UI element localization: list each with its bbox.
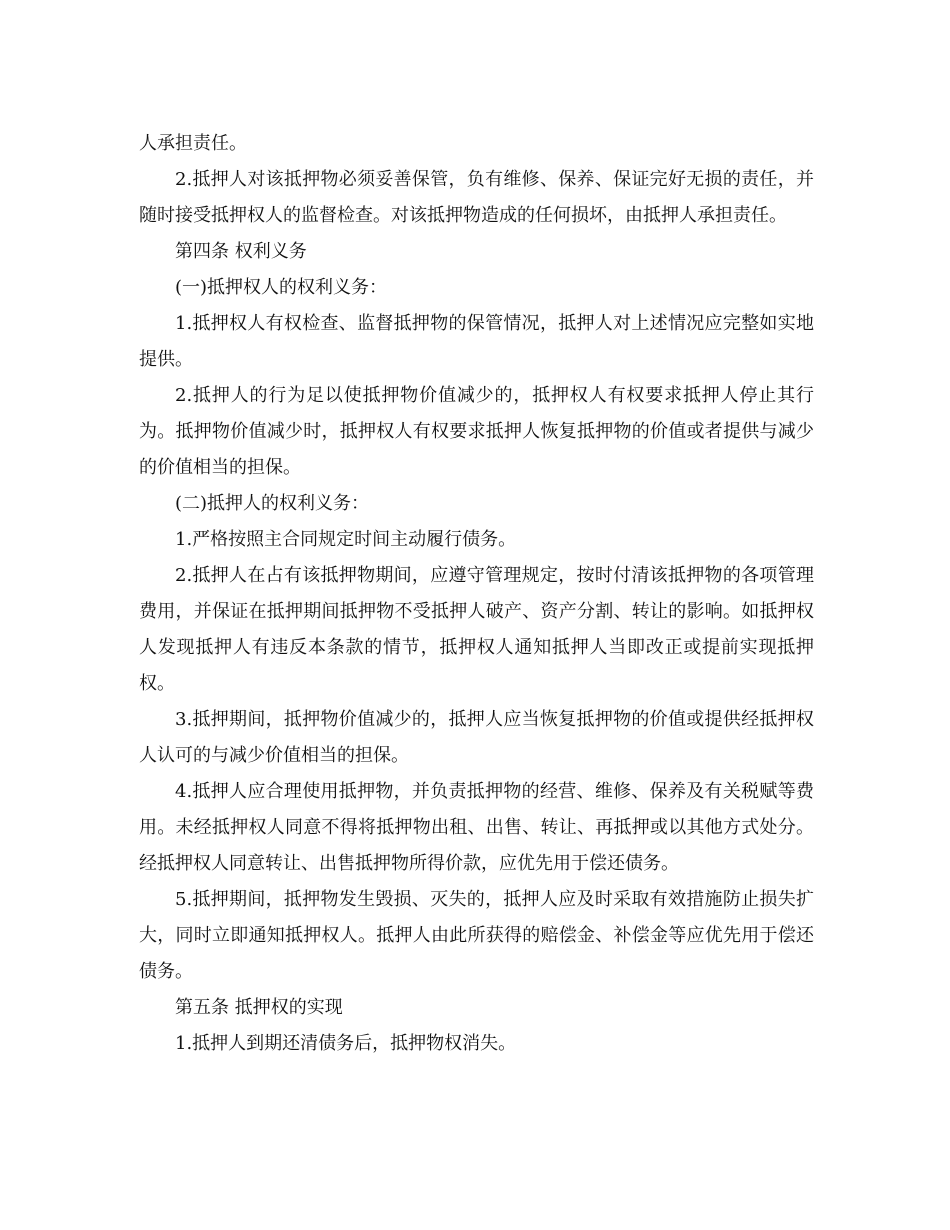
paragraph-clause-3-2: 2.抵押人对该抵押物必须妥善保管，负有维修、保养、保证完好无损的责任，并随时接受抵押权人的监督检查。对该抵押物造成的任何损坏，由抵押人承担责任。 [139, 169, 814, 226]
document-body [139, 126, 814, 1062]
heading-article-4: 第四条 权利义务 [175, 241, 307, 262]
paragraph-mortgagor-4: 4.抵押人应合理使用抵押物，并负责抵押物的经营、维修、保养及有关税赋等费用。未经抵押权人同意不得将抵押物出租、出售、转让、再抵押或以其他方式处分。经抵押权人同意转让、出售抵押物所得价款，应优先用于偿还债务。 [139, 781, 814, 874]
subheading-mortgagor-rights: (二)抵押人的权利义务： [175, 493, 370, 514]
paragraph-mortgagor-1: 1.严格按照主合同规定时间主动履行债务。 [175, 529, 517, 550]
heading-article-5: 第五条 抵押权的实现 [175, 997, 343, 1018]
paragraph-continuation: 人承担责任。 [139, 133, 247, 154]
paragraph-realization-1: 1.抵押人到期还清债务后，抵押物权消失。 [175, 1033, 517, 1054]
subheading-mortgagee-rights: (一)抵押权人的权利义务： [175, 277, 388, 298]
paragraph-mortgagee-1: 1.抵押权人有权检查、监督抵押物的保管情况，抵押人对上述情况应完整如实地提供。 [139, 313, 814, 370]
paragraph-mortgagor-2: 2.抵押人在占有该抵押物期间，应遵守管理规定，按时付清该抵押物的各项管理费用，并保证在抵押期间抵押物不受抵押人破产、资产分割、转让的影响。如抵押权人发现抵押人有违反本条款的情节，抵押权人通知抵押人当即改正或提前实现抵押权。 [139, 565, 814, 694]
paragraph-mortgagor-5: 5.抵押期间，抵押物发生毁损、灭失的，抵押人应及时采取有效措施防止损失扩大，同时立即通知抵押权人。抵押人由此所获得的赔偿金、补偿金等应优先用于偿还债务。 [139, 889, 814, 982]
paragraph-mortgagee-2: 2.抵押人的行为足以使抵押物价值减少的，抵押权人有权要求抵押人停止其行为。抵押物价值减少时，抵押权人有权要求抵押人恢复抵押物的价值或者提供与减少的价值相当的担保。 [139, 385, 814, 478]
paragraph-mortgagor-3: 3.抵押期间，抵押物价值减少的，抵押人应当恢复抵押物的价值或提供经抵押权人认可的与减少价值相当的担保。 [139, 709, 814, 766]
